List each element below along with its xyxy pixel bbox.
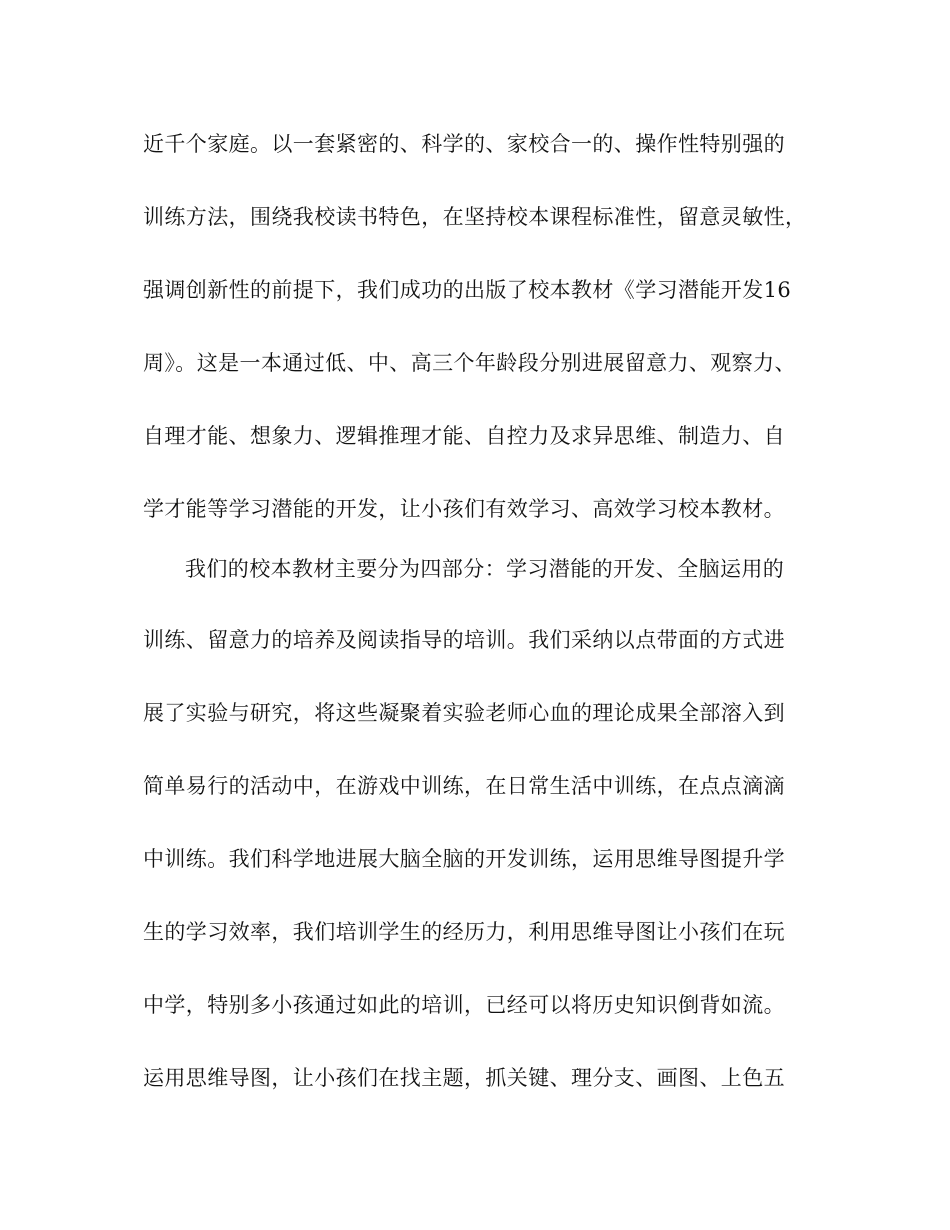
text-line: 中训练。我们科学地进展大脑全脑的开发训练，运用思维导图提升学 — [143, 847, 785, 871]
text-line: 简单易行的活动中，在游戏中训练，在日常生活中训练，在点点滴滴 — [143, 774, 785, 798]
text-line: 近千个家庭。以一套紧密的、科学的、家校合一的、操作性特别强的 — [143, 132, 785, 156]
text-line: 强调创新性的前提下，我们成功的出版了校本教材《学习潜能开发16 — [143, 278, 792, 302]
text-line: 生的学习效率，我们培训学生的经历力，利用思维导图让小孩们在玩 — [143, 920, 785, 944]
text-line: 学才能等学习潜能的开发，让小孩们有效学习、高效学习校本教材。 — [143, 497, 785, 521]
text-line: 训练、留意力的培养及阅读指导的培训。我们采纳以点带面的方式进 — [143, 628, 785, 652]
text-line: 周》。这是一本通过低、中、高三个年龄段分别进展留意力、观察力、 — [143, 351, 796, 375]
text-line: 运用思维导图，让小孩们在找主题，抓关键、理分支、画图、上色五 — [143, 1066, 785, 1090]
text-line: 训练方法，围绕我校读书特色，在坚持校本课程标准性，留意灵敏性， — [143, 205, 807, 229]
text-line: 中学，特别多小孩通过如此的培训，已经可以将历史知识倒背如流。 — [143, 993, 785, 1017]
paragraph-first-line: 我们的校本教材主要分为四部分：学习潜能的开发、全脑运用的 — [185, 557, 785, 581]
text-line: 展了实验与研究，将这些凝聚着实验老师心血的理论成果全部溶入到 — [143, 701, 785, 725]
text-line: 自理才能、想象力、逻辑推理才能、自控力及求异思维、制造力、自 — [143, 424, 785, 448]
